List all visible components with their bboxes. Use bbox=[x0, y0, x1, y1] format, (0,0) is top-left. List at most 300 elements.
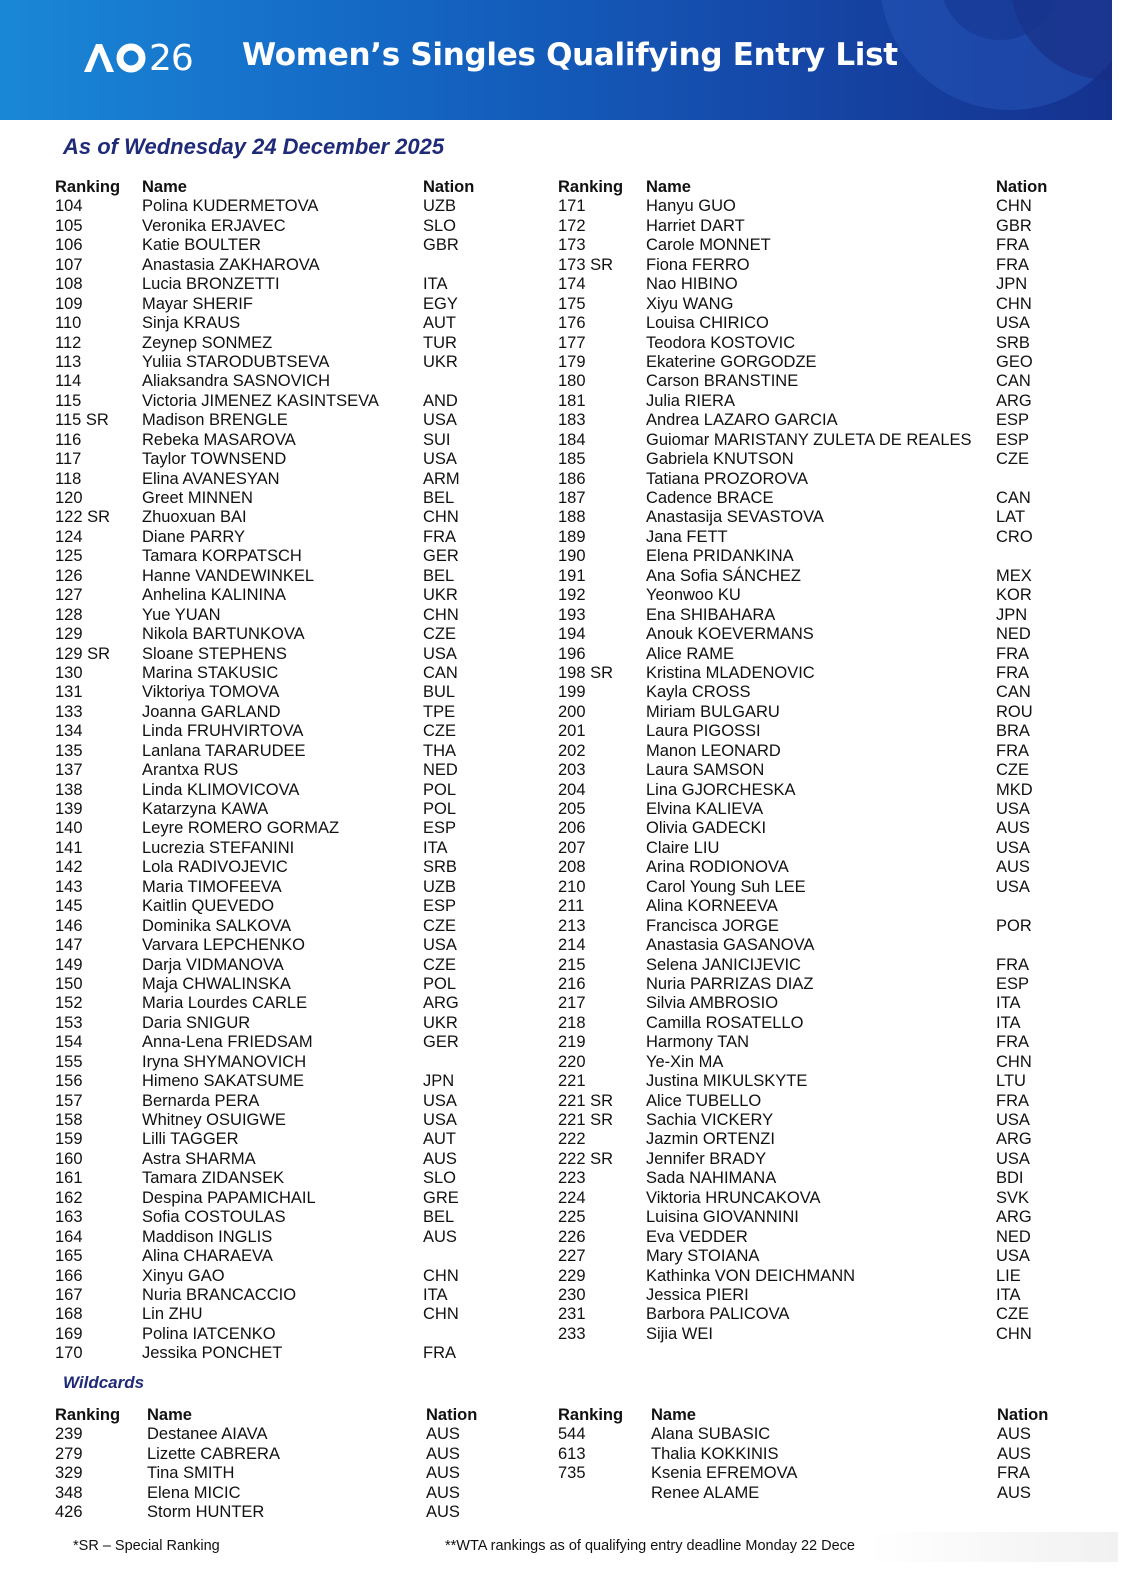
table-row bbox=[55, 567, 483, 586]
ranking-cell: 143 bbox=[55, 877, 83, 896]
ranking-cell: 196 bbox=[558, 644, 586, 663]
ranking-cell: 207 bbox=[558, 838, 586, 857]
player-name-cell: Manon LEONARD bbox=[646, 741, 781, 760]
player-name-cell: Maria TIMOFEEVA bbox=[142, 877, 282, 896]
ranking-cell: 177 bbox=[558, 333, 586, 352]
player-name-cell: Sloane STEPHENS bbox=[142, 644, 287, 663]
ranking-cell: 171 bbox=[558, 197, 586, 216]
logo-year: 26 bbox=[149, 37, 193, 79]
player-name-cell: Lina GJORCHESKA bbox=[646, 780, 796, 799]
ranking-cell: 128 bbox=[55, 605, 83, 624]
player-name-cell: Alana SUBASIC bbox=[651, 1425, 771, 1444]
table-row bbox=[55, 742, 483, 761]
nation-cell: FRA bbox=[996, 236, 1029, 255]
ranking-cell: 129 SR bbox=[55, 644, 111, 663]
player-name-cell: Xinyu GAO bbox=[142, 1266, 225, 1285]
nation-cell: CAN bbox=[996, 489, 1031, 507]
ranking-cell: 108 bbox=[55, 275, 83, 294]
player-name-cell: Ena SHIBAHARA bbox=[646, 605, 776, 624]
nation-cell: FRA bbox=[996, 1091, 1029, 1110]
ranking-cell: 215 bbox=[558, 955, 586, 974]
ranking-cell: 185 bbox=[558, 450, 586, 469]
wildcards-heading: Wildcards bbox=[63, 1373, 145, 1392]
ranking-cell: 224 bbox=[558, 1188, 586, 1207]
player-name-cell: Anhelina KALININA bbox=[142, 586, 286, 605]
ranking-cell: 129 bbox=[55, 625, 83, 644]
ranking-cell: 221 SR bbox=[558, 1091, 614, 1110]
nation-cell: ESP bbox=[996, 430, 1030, 449]
player-name-cell: Jazmin ORTENZI bbox=[646, 1130, 775, 1149]
table-row bbox=[55, 1014, 483, 1033]
nation-cell: AND bbox=[423, 391, 458, 410]
nation-cell: ESP bbox=[996, 411, 1030, 430]
player-name-cell: Sachia VICKERY bbox=[646, 1111, 774, 1129]
nation-cell: USA bbox=[996, 800, 1030, 818]
ranking-cell: 135 bbox=[55, 741, 83, 760]
table-row bbox=[55, 878, 483, 897]
player-name-cell: Sijia WEI bbox=[646, 1324, 713, 1343]
table-row bbox=[558, 1130, 1056, 1149]
nation-cell: LTU bbox=[996, 1072, 1026, 1091]
table-row bbox=[55, 197, 483, 216]
wildcards-table-left bbox=[55, 1406, 486, 1523]
table-row bbox=[55, 256, 483, 275]
ranking-cell: 133 bbox=[55, 702, 83, 721]
ranking-cell: 208 bbox=[558, 858, 586, 877]
player-name-cell: Julia RIERA bbox=[646, 391, 735, 410]
nation-cell: ROU bbox=[996, 702, 1033, 721]
player-name-cell: Iryna SHYMANOVICH bbox=[142, 1052, 307, 1071]
nation-cell: POR bbox=[996, 916, 1032, 935]
player-name-cell: Alice RAME bbox=[646, 644, 735, 663]
table-row bbox=[558, 1325, 1056, 1344]
ranking-cell: 155 bbox=[55, 1052, 83, 1071]
table-row bbox=[55, 994, 483, 1013]
ranking-cell: 141 bbox=[55, 838, 83, 857]
ranking-cell: 140 bbox=[55, 819, 83, 838]
nation-cell: ITA bbox=[423, 1285, 448, 1304]
table-row bbox=[558, 858, 1056, 877]
table-row bbox=[55, 1228, 483, 1247]
nation-cell: UKR bbox=[423, 1013, 458, 1032]
table-row bbox=[55, 1267, 483, 1286]
ranking-cell: 179 bbox=[558, 352, 586, 371]
player-name-cell: Kristina MLADENOVIC bbox=[646, 663, 815, 682]
header-name: Name bbox=[142, 178, 187, 196]
nation-cell: CHN bbox=[423, 605, 459, 624]
table-row bbox=[55, 431, 483, 450]
header-ranking: Ranking bbox=[55, 1406, 121, 1424]
player-name-cell: Alina CHARAEVA bbox=[142, 1247, 273, 1266]
nation-cell: CZE bbox=[423, 722, 456, 741]
player-name-cell: Guiomar MARISTANY ZULETA DE REALES bbox=[646, 430, 972, 449]
table-row bbox=[55, 781, 483, 800]
table-row bbox=[55, 1503, 486, 1522]
player-name-cell: Linda KLIMOVICOVA bbox=[142, 780, 300, 799]
table-row bbox=[558, 314, 1056, 333]
table-row bbox=[558, 936, 1056, 955]
player-name-cell: Aliaksandra SASNOVICH bbox=[142, 372, 330, 391]
table-row bbox=[558, 1267, 1056, 1286]
ranking-cell: 113 bbox=[55, 352, 82, 371]
table-row bbox=[558, 645, 1056, 664]
table-row bbox=[558, 431, 1056, 450]
player-name-cell: Sada NAHIMANA bbox=[646, 1169, 777, 1188]
nation-cell: CHN bbox=[423, 508, 459, 527]
table-row bbox=[558, 567, 1056, 586]
table-row bbox=[55, 956, 483, 975]
table-row bbox=[558, 392, 1056, 411]
player-name-cell: Selena JANICIJEVIC bbox=[646, 955, 801, 974]
table-row bbox=[55, 703, 483, 722]
table-row bbox=[558, 1053, 1056, 1072]
ranking-cell: 227 bbox=[558, 1247, 586, 1266]
ranking-cell: 220 bbox=[558, 1052, 586, 1071]
table-row bbox=[55, 917, 483, 936]
nation-cell: USA bbox=[423, 450, 457, 469]
table-row bbox=[55, 450, 483, 469]
player-name-cell: Viktoria HRUNCAKOVA bbox=[646, 1188, 821, 1207]
player-name-cell: Harmony TAN bbox=[646, 1033, 749, 1052]
ranking-cell: 613 bbox=[558, 1444, 586, 1463]
table-row bbox=[558, 994, 1056, 1013]
player-name-cell: Rebeka MASAROVA bbox=[142, 430, 296, 449]
wildcards-table-right bbox=[558, 1406, 1057, 1503]
ranking-cell: 329 bbox=[55, 1464, 83, 1483]
nation-cell: AUS bbox=[996, 819, 1030, 838]
header-name: Name bbox=[646, 178, 691, 196]
nation-cell: JPN bbox=[996, 605, 1028, 624]
table-row bbox=[55, 606, 483, 625]
ranking-cell: 204 bbox=[558, 780, 586, 799]
as-of-date: As of Wednesday 24 December 2025 bbox=[63, 134, 445, 159]
table-row bbox=[55, 470, 483, 489]
player-name-cell: Sofia COSTOULAS bbox=[142, 1208, 286, 1227]
table-row bbox=[558, 1072, 1056, 1091]
ranking-cell: 114 bbox=[55, 372, 82, 391]
ranking-cell: 216 bbox=[558, 974, 586, 993]
nation-cell: POL bbox=[423, 780, 457, 799]
table-row bbox=[558, 372, 1056, 391]
nation-cell: NED bbox=[996, 625, 1031, 644]
ranking-cell: 161 bbox=[55, 1169, 83, 1188]
nation-cell: CHN bbox=[423, 1266, 459, 1285]
table-row bbox=[558, 742, 1056, 761]
ranking-cell: 142 bbox=[55, 858, 83, 877]
nation-cell: AUS bbox=[997, 1483, 1031, 1502]
table-row bbox=[558, 1189, 1056, 1208]
player-name-cell: Viktoriya TOMOVA bbox=[142, 683, 280, 702]
ranking-cell: 222 bbox=[558, 1130, 586, 1149]
ranking-cell: 194 bbox=[558, 625, 586, 644]
ranking-cell: 115 SR bbox=[55, 411, 109, 430]
table-row bbox=[558, 547, 1056, 566]
nation-cell: UKR bbox=[423, 586, 458, 605]
nation-cell: USA bbox=[423, 411, 457, 430]
player-name-cell: Victoria JIMENEZ KASINTSEVA bbox=[142, 391, 379, 410]
ranking-cell: 279 bbox=[55, 1444, 83, 1463]
footnote-special-ranking: *SR – Special Ranking bbox=[73, 1538, 220, 1554]
ao26-logo bbox=[83, 38, 193, 78]
nation-cell: BEL bbox=[423, 489, 455, 507]
ranking-cell: 735 bbox=[558, 1464, 586, 1483]
player-name-cell: Cadence BRACE bbox=[646, 489, 774, 507]
nation-cell: SLO bbox=[423, 216, 457, 235]
nation-cell: GER bbox=[423, 547, 459, 566]
table-row bbox=[55, 411, 483, 430]
nation-cell: SLO bbox=[423, 1169, 457, 1188]
nation-cell: AUS bbox=[423, 1149, 457, 1168]
table-row bbox=[55, 547, 483, 566]
nation-cell: CHN bbox=[996, 1052, 1032, 1071]
ranking-cell: 226 bbox=[558, 1227, 586, 1246]
nation-cell: CZE bbox=[996, 450, 1029, 469]
player-name-cell: Tamara KORPATSCH bbox=[142, 547, 302, 566]
player-name-cell: Carol Young Suh LEE bbox=[646, 877, 806, 896]
nation-cell: USA bbox=[996, 838, 1030, 857]
nation-cell: CHN bbox=[423, 1305, 459, 1324]
nation-cell: FRA bbox=[423, 1344, 456, 1363]
ranking-cell: 104 bbox=[55, 197, 83, 216]
player-name-cell: Gabriela KNUTSON bbox=[646, 450, 794, 469]
ranking-cell: 214 bbox=[558, 936, 586, 955]
nation-cell: AUT bbox=[423, 1130, 456, 1149]
player-name-cell: Barbora PALICOVA bbox=[646, 1305, 790, 1324]
nation-cell: AUS bbox=[426, 1425, 460, 1444]
player-name-cell: Linda FRUHVIRTOVA bbox=[142, 722, 304, 741]
ranking-cell: 127 bbox=[55, 586, 83, 605]
nation-cell: ITA bbox=[996, 994, 1021, 1013]
nation-cell: CZE bbox=[423, 916, 456, 935]
table-row bbox=[558, 1169, 1056, 1188]
ranking-cell: 112 bbox=[55, 333, 82, 352]
ranking-cell: 180 bbox=[558, 372, 586, 391]
table-row bbox=[55, 508, 483, 527]
player-name-cell: Whitney OSUIGWE bbox=[142, 1111, 286, 1129]
table-row bbox=[55, 489, 483, 508]
table-row bbox=[55, 936, 483, 955]
nation-cell: SRB bbox=[423, 858, 457, 877]
nation-cell: GRE bbox=[423, 1188, 459, 1207]
nation-cell: CZE bbox=[996, 761, 1029, 780]
table-row bbox=[558, 528, 1056, 547]
ranking-cell: 200 bbox=[558, 702, 586, 721]
player-name-cell: Xiyu WANG bbox=[646, 294, 734, 313]
table-row bbox=[558, 489, 1056, 508]
player-name-cell: Hanyu GUO bbox=[646, 197, 736, 216]
player-name-cell: Lin ZHU bbox=[142, 1305, 203, 1324]
ranking-cell: 222 SR bbox=[558, 1149, 614, 1168]
player-name-cell: Tina SMITH bbox=[147, 1464, 235, 1483]
player-name-cell: Kaitlin QUEVEDO bbox=[142, 897, 275, 916]
table-row bbox=[55, 1033, 483, 1052]
ranking-cell: 176 bbox=[558, 314, 586, 333]
player-name-cell: Harriet DART bbox=[646, 216, 745, 235]
header-ranking: Ranking bbox=[55, 178, 121, 196]
ranking-cell: 168 bbox=[55, 1305, 83, 1324]
ranking-cell: 189 bbox=[558, 527, 586, 546]
nation-cell: ESP bbox=[996, 974, 1030, 993]
player-name-cell: Joanna GARLAND bbox=[142, 702, 281, 721]
ranking-cell: 160 bbox=[55, 1149, 83, 1168]
table-row bbox=[55, 625, 483, 644]
table-row bbox=[558, 295, 1056, 314]
table-row bbox=[55, 586, 483, 605]
nation-cell: GBR bbox=[996, 216, 1032, 235]
header-name: Name bbox=[651, 1406, 696, 1424]
table-row bbox=[558, 1247, 1056, 1266]
nation-cell: CHN bbox=[996, 294, 1032, 313]
nation-cell: USA bbox=[996, 1149, 1030, 1168]
player-name-cell: Ksenia EFREMOVA bbox=[651, 1464, 798, 1483]
player-name-cell: Polina KUDERMETOVA bbox=[142, 197, 319, 216]
nation-cell: ARG bbox=[996, 1208, 1032, 1227]
nation-cell: NED bbox=[996, 1227, 1031, 1246]
table-row bbox=[55, 372, 483, 391]
entry-table-right bbox=[558, 178, 1056, 1344]
player-name-cell: Fiona FERRO bbox=[646, 255, 750, 274]
player-name-cell: Diane PARRY bbox=[142, 527, 246, 546]
table-row bbox=[558, 1014, 1056, 1033]
nation-cell: SUI bbox=[423, 430, 451, 449]
nation-cell: AUS bbox=[997, 1425, 1031, 1444]
player-name-cell: Andrea LAZARO GARCIA bbox=[646, 411, 838, 430]
nation-cell: ARG bbox=[996, 1130, 1032, 1149]
table-row bbox=[558, 236, 1056, 255]
table-row bbox=[558, 353, 1056, 372]
table-row bbox=[55, 1484, 486, 1503]
ranking-cell: 157 bbox=[55, 1091, 83, 1110]
table-row bbox=[55, 353, 483, 372]
player-name-cell: Yue YUAN bbox=[142, 605, 221, 624]
table-row bbox=[558, 334, 1056, 353]
nation-cell: ESP bbox=[423, 819, 457, 838]
player-name-cell: Justina MIKULSKYTE bbox=[646, 1072, 808, 1091]
table-row bbox=[558, 1484, 1057, 1503]
nation-cell: POL bbox=[423, 800, 457, 818]
table-row bbox=[55, 839, 483, 858]
ranking-cell: 138 bbox=[55, 780, 83, 799]
player-name-cell: Marina STAKUSIC bbox=[142, 663, 279, 682]
ranking-cell: 426 bbox=[55, 1503, 83, 1522]
nation-cell: AUS bbox=[426, 1444, 460, 1463]
table-row bbox=[558, 450, 1056, 469]
table-row bbox=[558, 917, 1056, 936]
table-row bbox=[558, 956, 1056, 975]
entry-table-left bbox=[55, 178, 483, 1364]
nation-cell: CHN bbox=[996, 197, 1032, 216]
nation-cell: USA bbox=[996, 1111, 1030, 1129]
ranking-cell: 124 bbox=[55, 527, 83, 546]
nation-cell: MKD bbox=[996, 780, 1033, 799]
ranking-cell: 110 bbox=[55, 314, 82, 333]
ranking-cell: 181 bbox=[558, 391, 586, 410]
table-row bbox=[55, 1247, 483, 1266]
ranking-cell: 210 bbox=[558, 877, 586, 896]
player-name-cell: Lucia BRONZETTI bbox=[142, 275, 280, 294]
nation-cell: KOR bbox=[996, 586, 1032, 605]
table-row bbox=[558, 800, 1056, 819]
table-row bbox=[55, 1425, 486, 1444]
ranking-cell: 190 bbox=[558, 547, 586, 566]
nation-cell: ITA bbox=[423, 275, 448, 294]
table-row bbox=[558, 197, 1056, 216]
player-name-cell: Laura PIGOSSI bbox=[646, 722, 761, 741]
ranking-cell: 147 bbox=[55, 936, 83, 955]
table-row bbox=[55, 392, 483, 411]
ranking-cell: 217 bbox=[558, 994, 586, 1013]
nation-cell: AUS bbox=[426, 1483, 460, 1502]
player-name-cell: Jennifer BRADY bbox=[646, 1149, 767, 1168]
table-row bbox=[55, 975, 483, 994]
table-row bbox=[558, 606, 1056, 625]
table-row bbox=[558, 1208, 1056, 1227]
player-name-cell: Maria Lourdes CARLE bbox=[142, 994, 308, 1013]
player-name-cell: Mayar SHERIF bbox=[142, 294, 253, 313]
table-row bbox=[55, 1305, 483, 1324]
nation-cell: CZE bbox=[423, 955, 456, 974]
table-row bbox=[55, 1150, 483, 1169]
ranking-cell: 163 bbox=[55, 1208, 83, 1227]
nation-cell: UZB bbox=[423, 197, 456, 216]
nation-cell: SRB bbox=[996, 333, 1030, 352]
nation-cell: FRA bbox=[996, 663, 1029, 682]
table-row bbox=[55, 1072, 483, 1091]
table-row bbox=[55, 1325, 483, 1344]
table-row bbox=[55, 1092, 483, 1111]
player-name-cell: Greet MINNEN bbox=[142, 489, 253, 507]
player-name-cell: Jana FETT bbox=[646, 527, 728, 546]
player-name-cell: Arantxa RUS bbox=[142, 761, 239, 780]
player-name-cell: Zhuoxuan BAI bbox=[142, 508, 247, 527]
header-nation: Nation bbox=[996, 178, 1048, 196]
player-name-cell: Arina RODIONOVA bbox=[646, 858, 789, 877]
player-name-cell: Claire LIU bbox=[646, 838, 720, 857]
nation-cell: AUS bbox=[426, 1464, 460, 1483]
player-name-cell: Camilla ROSATELLO bbox=[646, 1013, 804, 1032]
table-row bbox=[55, 645, 483, 664]
ranking-cell: 202 bbox=[558, 741, 586, 760]
player-name-cell: Kathinka VON DEICHMANN bbox=[646, 1266, 856, 1285]
player-name-cell: Storm HUNTER bbox=[147, 1503, 265, 1522]
player-name-cell: Laura SAMSON bbox=[646, 761, 765, 780]
player-name-cell: Yuliia STARODUBTSEVA bbox=[142, 352, 330, 371]
table-header bbox=[55, 178, 483, 197]
ranking-cell: 223 bbox=[558, 1169, 586, 1188]
player-name-cell: Astra SHARMA bbox=[142, 1149, 256, 1168]
header-ranking: Ranking bbox=[558, 178, 624, 196]
player-name-cell: Anna-Lena FRIEDSAM bbox=[142, 1033, 313, 1052]
player-name-cell: Taylor TOWNSEND bbox=[142, 450, 287, 469]
nation-cell: LIE bbox=[996, 1266, 1021, 1285]
table-row bbox=[558, 878, 1056, 897]
nation-cell: USA bbox=[423, 1111, 457, 1129]
ranking-cell: 125 bbox=[55, 547, 83, 566]
ranking-cell: 162 bbox=[55, 1188, 83, 1207]
ranking-cell: 233 bbox=[558, 1324, 586, 1343]
table-row bbox=[558, 508, 1056, 527]
player-name-cell: Zeynep SONMEZ bbox=[142, 333, 273, 352]
nation-cell: BDI bbox=[996, 1169, 1024, 1188]
nation-cell: LAT bbox=[996, 508, 1026, 527]
ranking-cell: 115 bbox=[55, 391, 82, 410]
ranking-cell: 186 bbox=[558, 469, 586, 488]
ranking-cell: 137 bbox=[55, 761, 83, 780]
player-name-cell: Lucrezia STEFANINI bbox=[142, 838, 295, 857]
nation-cell: USA bbox=[423, 644, 457, 663]
table-row bbox=[558, 1111, 1056, 1130]
table-row bbox=[55, 295, 483, 314]
